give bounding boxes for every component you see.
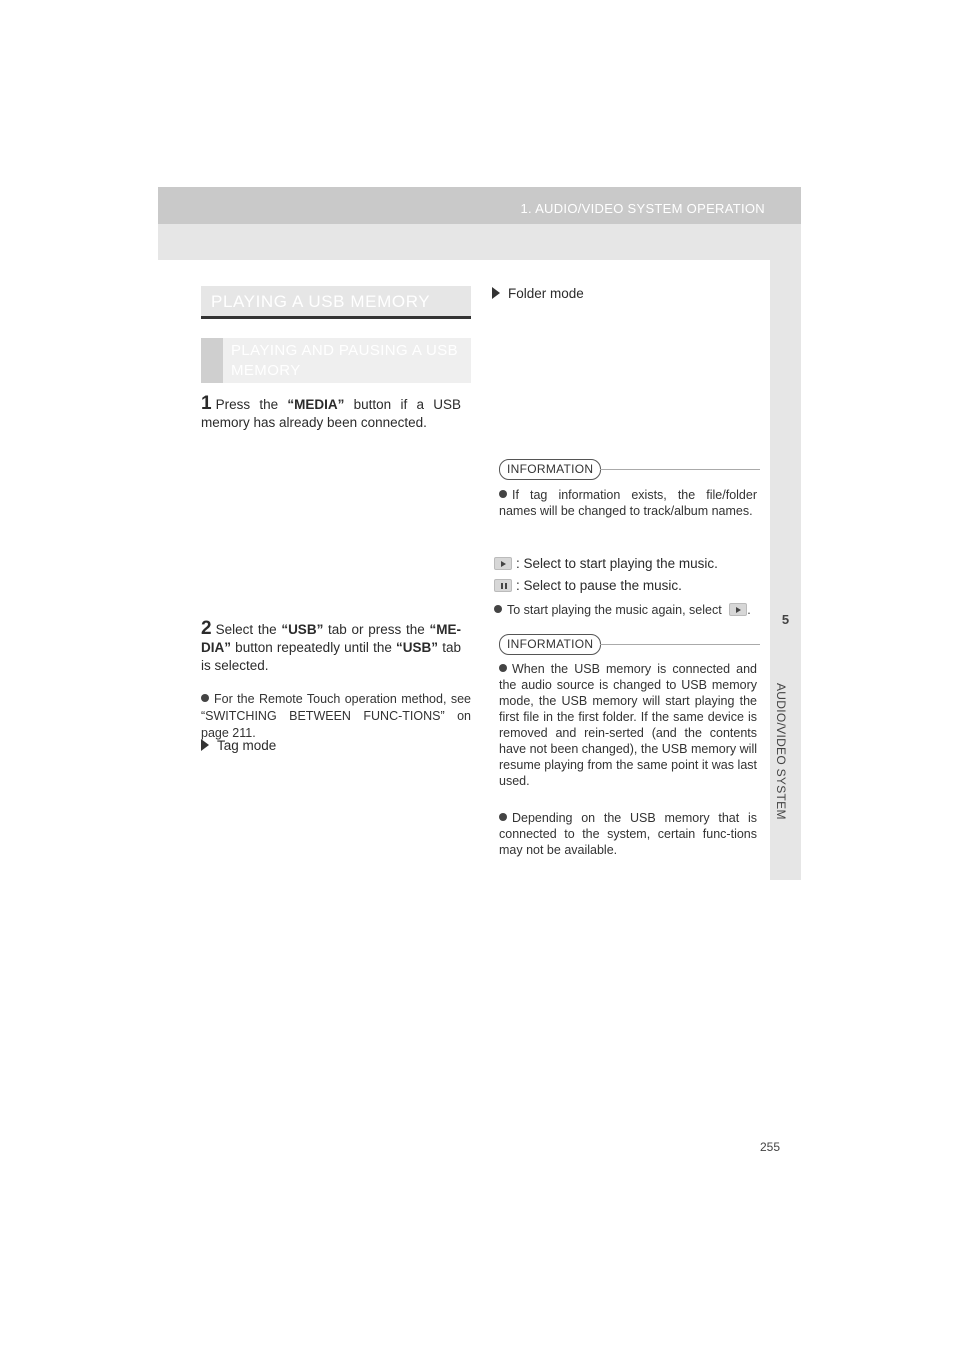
pause-icon	[505, 583, 507, 589]
pause-icon	[501, 583, 503, 589]
tag-mode-label	[201, 738, 276, 753]
step-1-text-a: Press the	[215, 397, 288, 412]
bullet-icon	[499, 664, 507, 672]
step-2	[201, 620, 461, 675]
chapter-title: AUDIO/VIDEO SYSTEM	[774, 683, 788, 820]
bullet-icon	[494, 605, 502, 613]
pause-description: : Select to pause the music.	[516, 578, 682, 593]
step-1-media-label: “MEDIA”	[287, 397, 345, 412]
folder-mode-label	[492, 286, 584, 301]
remote-touch-note-text: For the Remote Touch operation method, see “SWITCHING BETWEEN FUNC-TIONS” on page 211.	[201, 692, 471, 740]
step-1-number: 1	[201, 393, 212, 414]
folder-mode-text: Folder mode	[508, 286, 584, 301]
information-badge: INFORMATION	[499, 459, 601, 480]
step-2-text-d: tab is selected.	[201, 640, 461, 673]
information-item-2-text: When the USB memory is connected and the audio source is changed to USB memory mode, the USB memory will start playing the first file in the first folder. If the same device is removed and rein-serted (and the contents have not been changed), the USB memory will resume playing from the same point it was last used.	[499, 662, 757, 788]
remote-touch-note	[201, 691, 471, 742]
step-2-text-c: button repeatedly until the	[231, 640, 397, 655]
restart-note-text: To start playing the music again, select	[507, 603, 722, 617]
step-2-number: 2	[201, 618, 212, 639]
step-2-usb-label: “USB”	[281, 622, 324, 637]
play-button-icon	[494, 557, 512, 570]
information-item-text: If tag information exists, the file/folder names will be changed to track/album names.	[499, 488, 757, 518]
bullet-icon	[201, 694, 209, 702]
arrow-right-icon	[201, 739, 209, 751]
subsection-heading	[201, 338, 471, 383]
step-2-text-a: Select the	[215, 622, 282, 637]
information-badge-2: INFORMATION	[499, 634, 601, 655]
step-1	[201, 395, 461, 432]
pause-button-icon	[494, 579, 512, 592]
bullet-icon	[499, 813, 507, 821]
subsection-heading-bar	[201, 338, 223, 383]
bullet-icon	[499, 490, 507, 498]
arrow-right-icon	[492, 287, 500, 299]
information-rule-2	[600, 644, 760, 645]
subsection-heading-text: PLAYING AND PAUSING A USB MEMORY	[231, 342, 459, 379]
section-heading-text: PLAYING A USB MEMORY	[211, 292, 431, 311]
information-item	[499, 487, 757, 519]
step-2-text-b: tab or press the	[323, 622, 430, 637]
step-1-text-b: button if a USB memory has already been connected.	[201, 397, 461, 430]
information-item-3	[499, 810, 757, 858]
header-bar	[158, 187, 801, 224]
tag-mode-text: Tag mode	[217, 738, 277, 753]
chapter-number: 5	[781, 612, 790, 627]
information-item-2	[499, 661, 757, 789]
information-rule	[600, 469, 760, 470]
restart-note: To start playing the music again, select .	[494, 602, 764, 619]
play-icon	[736, 607, 741, 613]
step-2-media-label: “ME-DIA”	[201, 622, 461, 655]
step-2-usb-label-2: “USB”	[396, 640, 439, 655]
page-number: 255	[759, 1140, 780, 1154]
play-icon	[501, 561, 506, 567]
information-item-3-text: Depending on the USB memory that is connected to the system, certain func-tions may not be available.	[499, 811, 757, 857]
play-description: : Select to start playing the music.	[516, 556, 718, 571]
header-band	[158, 224, 801, 260]
header-title: 1. AUDIO/VIDEO SYSTEM OPERATION	[520, 201, 765, 216]
section-heading	[201, 286, 471, 319]
play-button-icon	[729, 603, 747, 616]
